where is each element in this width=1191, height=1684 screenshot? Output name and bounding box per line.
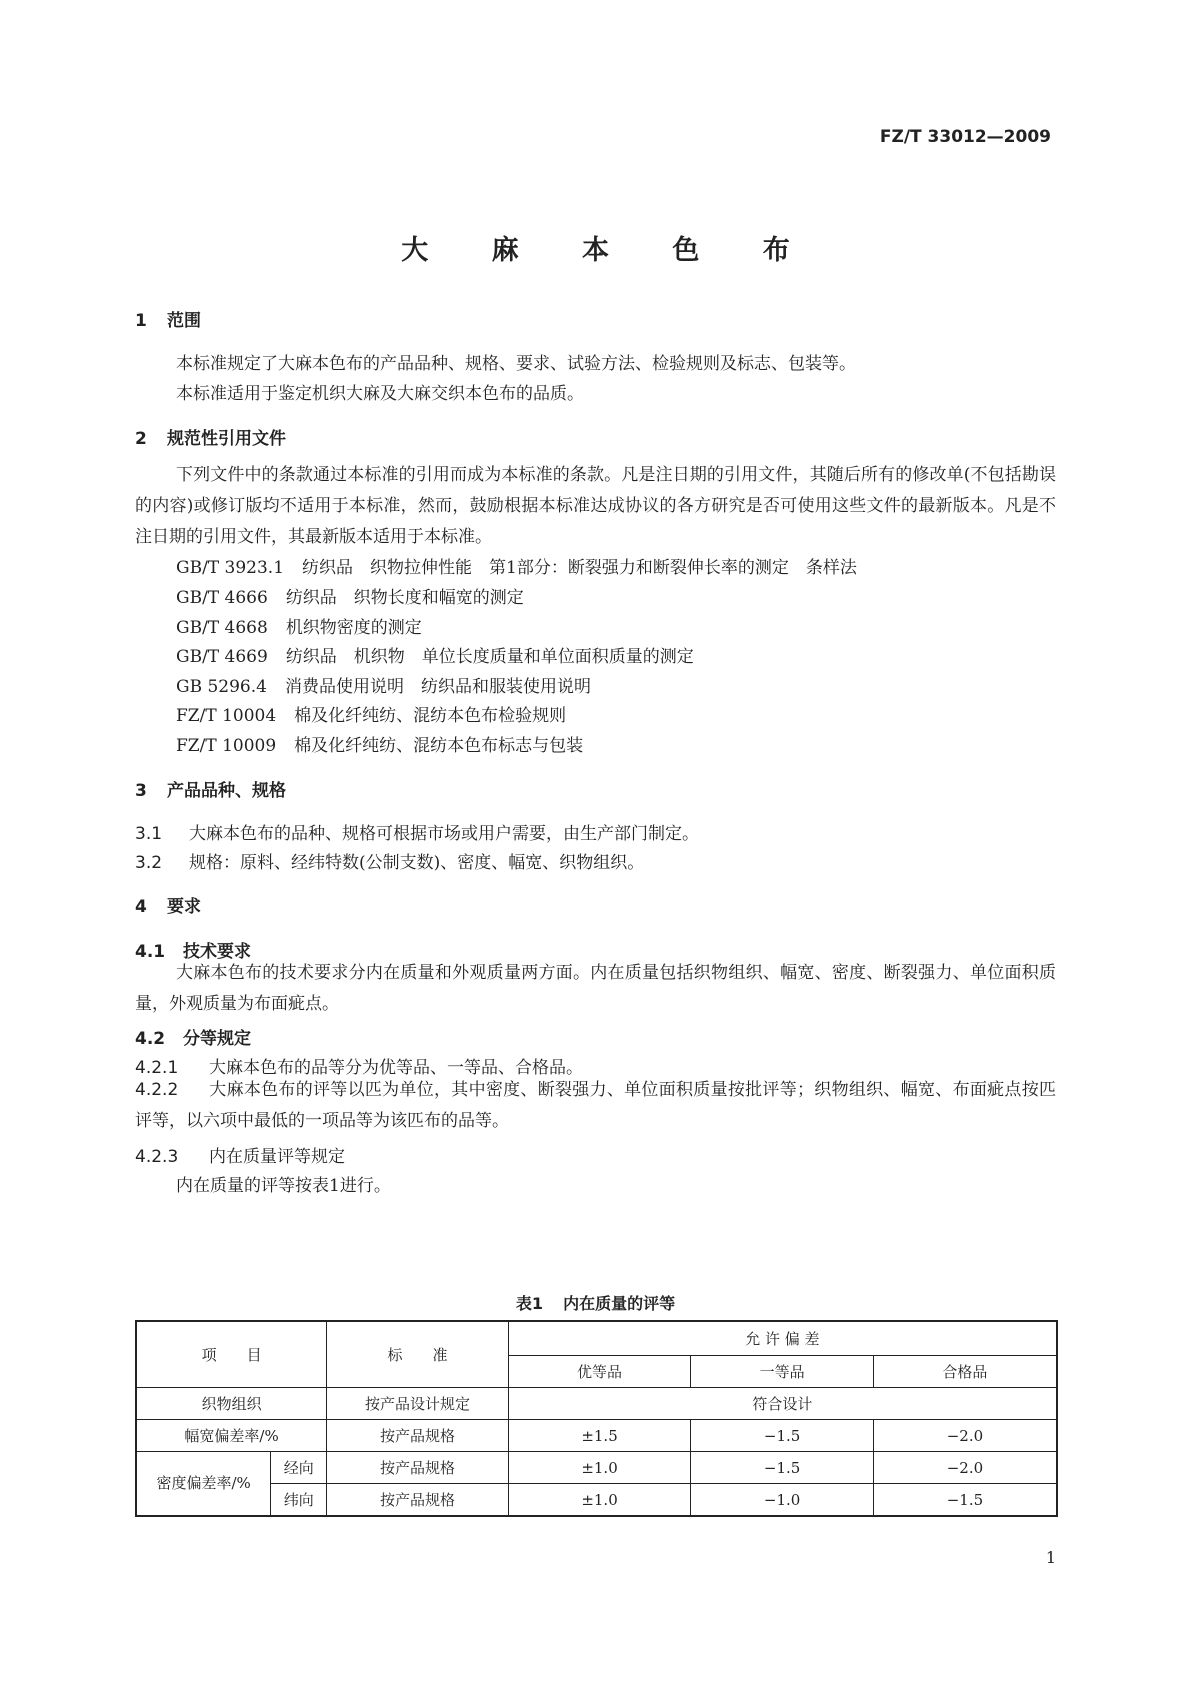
section-number: 2 [135,429,147,449]
cell-grade-superior: ±1.0 [508,1484,691,1517]
header-grade-first: 一等品 [691,1356,874,1388]
reference-code: GB/T 3923.1 [176,558,285,578]
clause-text: 规格：原料、经纬特数(公制支数)、密度、幅宽、织物组织。 [189,853,645,873]
clause-text: 大麻本色布的品等分为优等品、一等品、合格品。 [209,1058,583,1078]
cell-standard: 按产品设计规定 [327,1388,509,1420]
reference-code: FZ/T 10009 [176,736,277,756]
reference-code: GB 5296.4 [176,677,267,697]
clause-title: 分等规定 [183,1029,251,1049]
reference-code: GB/T 4668 [176,618,268,638]
section-number: 4 [135,897,147,917]
cell-standard: 按产品规格 [327,1452,509,1484]
table-row [136,1388,1057,1420]
section-number: 3 [135,781,147,801]
cell-grade-first: −1.5 [691,1452,874,1484]
section-number: 1 [135,311,147,331]
clause-4-2-2 [135,1075,1056,1137]
clause-text: 大麻本色布的品种、规格可根据市场或用户需要，由生产部门制定。 [189,824,699,844]
clause-number: 3.2 [135,853,163,873]
clause-title: 内在质量评等规定 [209,1147,345,1167]
section-title: 要求 [167,897,201,917]
clause-3-1 [135,819,699,844]
reference-item [176,731,583,756]
cell-value: 符合设计 [508,1388,1057,1420]
cell-grade-qualified: −1.5 [873,1484,1057,1517]
clause-4-2-3 [135,1142,345,1167]
paragraph: 本标准规定了大麻本色布的产品品种、规格、要求、试验方法、检验规则及标志、包装等。 [176,354,856,374]
table-row [136,1484,1057,1517]
paragraph: 内在质量的评等按表1进行。 [176,1176,391,1196]
cell-standard: 按产品规格 [327,1420,509,1452]
table-number: 表1 [515,1294,544,1313]
page-number: 1 [1045,1548,1056,1567]
clause-number: 4.2.3 [135,1147,179,1167]
section-4-heading [135,892,201,917]
reference-title: 纺织品 织物长度和幅宽的测定 [285,588,524,608]
reference-item [176,642,694,667]
cell-grade-first: −1.0 [691,1484,874,1517]
clause-number: 4.1 [135,942,166,962]
cell-grade-qualified: −2.0 [873,1452,1057,1484]
cell-subitem: 经向 [271,1452,327,1484]
reference-code: FZ/T 10004 [176,706,277,726]
header-grade-qualified: 合格品 [873,1356,1057,1388]
table-row [136,1420,1057,1452]
cell-grade-superior: ±1.0 [508,1452,691,1484]
section-2-heading [135,424,286,449]
clause-number: 3.1 [135,824,163,844]
paragraph: 本标准适用于鉴定机织大麻及大麻交织本色布的品质。 [176,384,584,404]
section-title: 范围 [167,311,201,331]
paragraph: 下列文件中的条款通过本标准的引用而成为本标准的条款。凡是注日期的引用文件，其随后所有的修改单(不包括勘误的内容)或修订版均不适用于本标准，然而，鼓励根据本标准达成协议的各方研究是否可使用这些文件的最新版本。凡是不注日期的引用文件，其最新版本适用于本标准。 [135,465,1056,547]
clause-text: 大麻本色布的评等以匹为单位，其中密度、断裂强力、单位面积质量按批评等；织物组织、幅宽、布面疵点按匹评等，以六项中最低的一项品等为该匹布的品等。 [135,1080,1056,1131]
reference-title: 纺织品 织物拉伸性能 第1部分：断裂强力和断裂伸长率的测定 条样法 [302,558,857,578]
reference-item [176,701,566,726]
header-grade-superior: 优等品 [508,1356,691,1388]
cell-grade-qualified: −2.0 [873,1420,1057,1452]
section-title: 产品品种、规格 [167,781,286,801]
clause-number: 4.2.1 [135,1058,179,1078]
table-row [136,1452,1057,1484]
cell-item: 织物组织 [136,1388,327,1420]
table-header-row [136,1321,1057,1356]
cell-grade-first: −1.5 [691,1420,874,1452]
reference-code: GB/T 4666 [176,588,268,608]
clause-title: 技术要求 [183,942,251,962]
clause-number: 4.2 [135,1029,166,1049]
reference-title: 机织物密度的测定 [285,618,422,638]
section-1-heading [135,306,201,331]
section-title: 规范性引用文件 [167,429,286,449]
document-title: 大 麻 本 色 布 [401,235,817,266]
reference-code: GB/T 4669 [176,647,268,667]
reference-item [176,613,422,638]
cell-grade-superior: ±1.5 [508,1420,691,1452]
paragraph: 大麻本色布的技术要求分内在质量和外观质量两方面。内在质量包括织物组织、幅宽、密度、断裂强力、单位面积质量，外观质量为布面疵点。 [135,963,1056,1014]
cell-item: 幅宽偏差率/% [136,1420,327,1452]
reference-title: 棉及化纤纯纺、混纺本色布检验规则 [294,706,567,726]
table-caption [0,1291,1191,1314]
clause-number: 4.2.2 [135,1080,179,1100]
reference-item [176,672,591,697]
reference-item [176,583,524,608]
reference-item [176,553,857,578]
cell-standard: 按产品规格 [327,1484,509,1517]
header-tolerance: 允 许 偏 差 [508,1321,1057,1356]
quality-grading-table [135,1320,1058,1517]
reference-title: 棉及化纤纯纺、混纺本色布标志与包装 [294,736,584,756]
reference-title: 纺织品 机织物 单位长度质量和单位面积质量的测定 [285,647,694,667]
clause-3-2 [135,848,644,873]
standard-code: FZ/T 33012—2009 [879,127,1051,147]
cell-subitem: 纬向 [271,1484,327,1517]
clause-4-2-heading [135,1024,251,1049]
section-3-heading [135,776,286,801]
cell-item: 密度偏差率/% [136,1452,271,1517]
header-standard: 标 准 [327,1321,509,1388]
table-title: 内在质量的评等 [563,1294,676,1313]
header-item: 项 目 [136,1321,327,1388]
reference-title: 消费品使用说明 纺织品和服装使用说明 [284,677,591,697]
